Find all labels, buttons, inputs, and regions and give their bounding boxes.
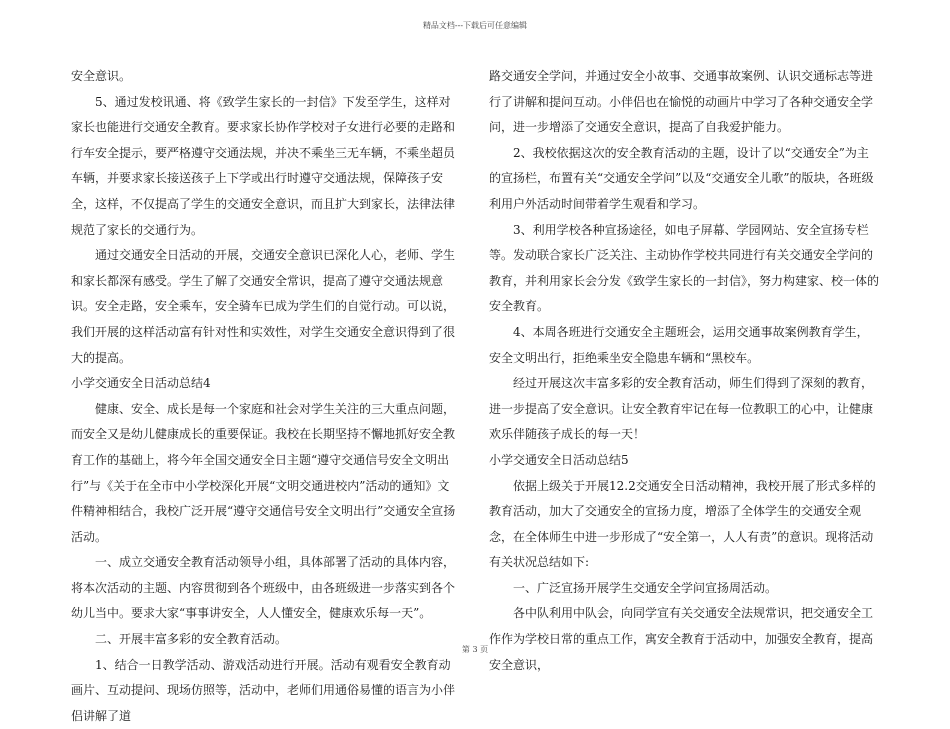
section-heading: 小学交通安全日活动总结5 bbox=[489, 452, 629, 467]
paragraph: 2、我校依据这次的安全教育活动的主题，设计了以“交通安全”为主的宣扬栏，布置有关“交通安全学问”以及“交通安全儿歌”的版块，各班级利用户外活动时间带着学生观看和学习。 bbox=[489, 145, 874, 211]
paragraph: 健康、安全、成长是每一个家庭和社会对学生关注的三大重点问题，而安全又是幼儿健康成长的重要保证。我校在长期坚持不懈地抓好安全教育工作的基础上，将今年全国交通安全日主题“遵守交通信号安全文明出行”与《关于在全市中小学校深化开展“文明交通进校内”活动的通知》文件精神相结合，我校广泛开展“遵守交通信号安全文明出行”交通安全宣扬活动。 bbox=[71, 401, 456, 544]
paragraph: 一、成立交通安全教育活动领导小组，具体部署了活动的具体内容，将本次活动的主题、内容贯彻到各个班级中，由各班级进一步落实到各个幼儿当中。要求大家“事事讲安全，人人懂安全，健康欢乐每一天”。 bbox=[71, 555, 456, 621]
page-header: 精品文档---下载后可任意编辑 bbox=[422, 21, 528, 30]
paragraph: 5、通过发校讯通、将《致学生家长的一封信》下发至学生，这样对家长也能进行交通安全教育。要求家长协作学校对子女进行必要的走路和行车安全提示，要严格遵守交通法规，并决不乘坐三无车辆，不乘坐超员车辆，并要求家长接送孩子上下学或出行时遵守交通法规，保障孩子安全，这样，不仅提高了学生的交通安全意识，而且扩大到家长，法律法律规范了家长的交通行为。 bbox=[71, 94, 456, 237]
paragraph: 1、结合一日教学活动、游戏活动进行开展。活动有观看安全教育动画片、互动提问、现场仿照等，活动中，老师们用通俗易懂的语言为小伴侣讲解了道 bbox=[71, 657, 456, 723]
left-column bbox=[71, 64, 461, 729]
paragraph: 通过交通安全日活动的开展，交通安全意识已深化人心，老师、学生和家长都深有感受。学生了解了交通安全常识，提高了遵守交通法规意识。安全走路，安全乘车，安全骑车已成为学生们的自觉行动。可以说，我们开展的这样活动富有针对性和实效性，对学生交通安全意识得到了很大的提高。 bbox=[71, 248, 456, 365]
paragraph: 依据上级关于开展12.2交通安全日活动精神，我校开展了形式多样的教育活动，加大了交通安全的宣扬力度，增添了全体学生的交通安全观念，在全体师生中进一步形成了“安全第一，人人有责”的意识。现将活动有关状况总结如下: bbox=[489, 478, 876, 570]
paragraph: 4、本周各班进行交通安全主题班会，运用交通事故案例教育学生，安全文明出行，拒绝乘坐安全隐患车辆和“黑校车。 bbox=[489, 324, 869, 365]
paragraph: 安全意识。 bbox=[71, 69, 132, 83]
paragraph: 经过开展这次丰富多彩的安全教育活动，师生们得到了深刻的教育，进一步提高了安全意识。让安全教育牢记在每一位教职工的心中，让健康欢乐伴随孩子成长的每一天！ bbox=[489, 376, 874, 442]
paragraph: 3、利用学校各种宣扬途径，如电子屏幕、学园网站、安全宣扬专栏等。发动联合家长广泛关注、主动协作学校共同进行有关交通安全学问的教育，并利用家长会分发《致学生家长的一封信》，努力构建家、校一体的安全教育。 bbox=[489, 222, 880, 314]
right-column bbox=[489, 64, 879, 678]
paragraph: 二、开展丰富多彩的安全教育活动。 bbox=[95, 632, 288, 647]
paragraph: 路交通安全学问，并通过安全小故事、交通事故案例、认识交通标志等进行了讲解和提问互动。小伴侣也在愉悦的动画片中学习了各种交通安全学问，进一步增添了交通安全意识，提高了自我爱护能力。 bbox=[489, 69, 874, 135]
paragraph: 一、广泛宣扬开展学生交通安全学问宣扬周活动。 bbox=[513, 580, 778, 595]
section-heading: 小学交通安全日活动总结4 bbox=[71, 376, 211, 391]
page-number: 第 3 页 bbox=[461, 645, 489, 654]
paragraph: 各中队利用中队会，向同学宣有关交通安全法规常识，把交通安全工作作为学校日常的重点工作，寓安全教育于活动中，加强安全教育，提高安全意识， bbox=[489, 606, 874, 672]
